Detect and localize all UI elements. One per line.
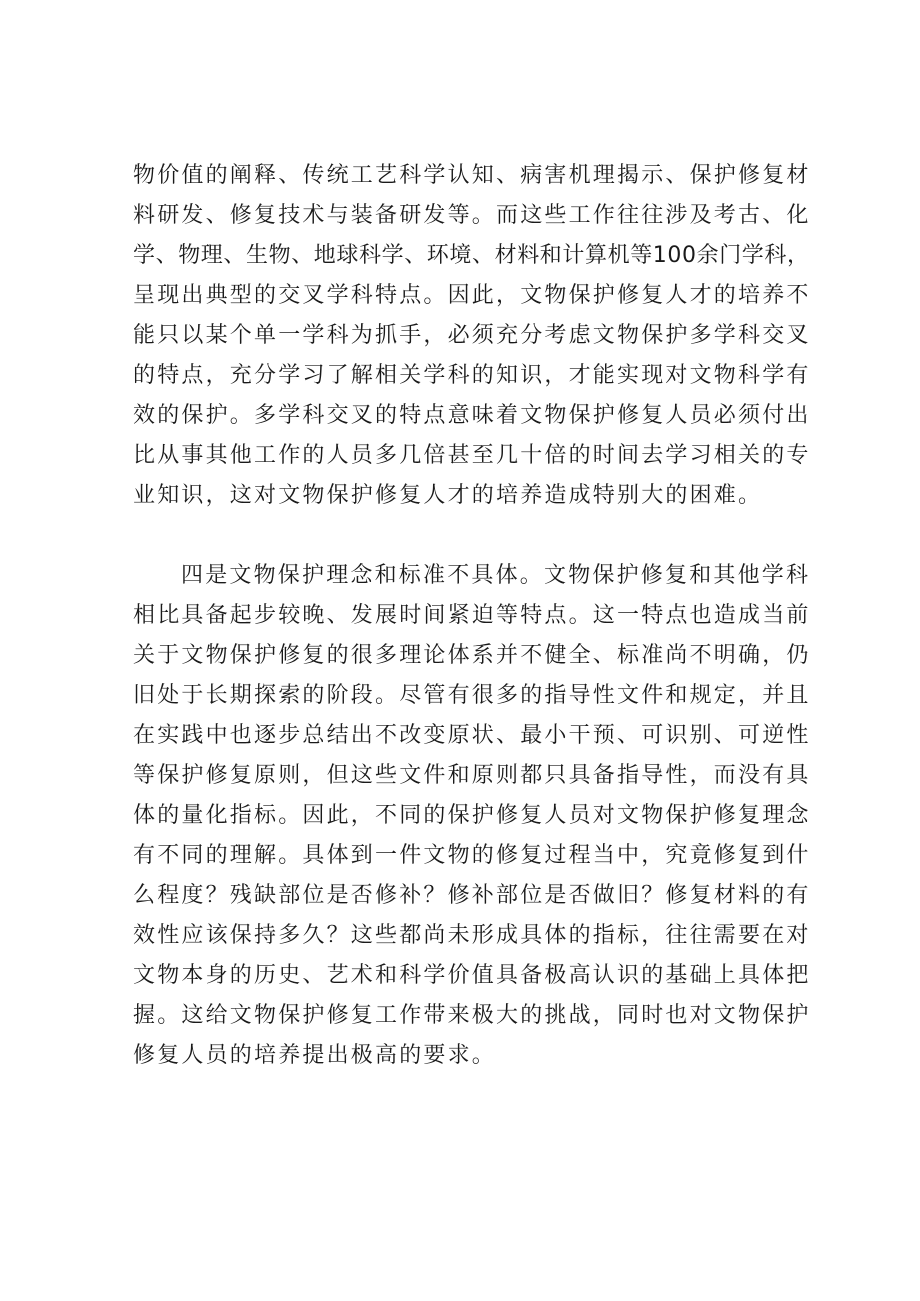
paragraph-2-line: 等保护修复原则，但这些文件和原则都只具备指导性，而没有具 <box>133 763 811 788</box>
paragraph-2-line: 握。这给文物保护修复工作带来极大的挑战，同时也对文物保护 <box>133 1003 811 1028</box>
paragraph-1-line: 学、物理、生物、地球科学、环境、材料和计算机等100余门学科， <box>133 243 810 268</box>
paragraph-2-line: 文物本身的历史、艺术和科学价值具备极高认识的基础上具体把 <box>133 963 811 988</box>
paragraph-2-line: 在实践中也逐步总结出不改变原状、最小干预、可识别、可逆性 <box>133 723 811 748</box>
paragraph-2-line: 有不同的理解。具体到一件文物的修复过程当中，究竟修复到什 <box>133 843 811 868</box>
paragraph-1-line: 能只以某个单一学科为抓手，必须充分考虑文物保护多学科交叉 <box>133 323 811 348</box>
paragraph-2-line: 体的量化指标。因此，不同的保护修复人员对文物保护修复理念 <box>133 803 811 828</box>
paragraph-2-line: 关于文物保护修复的很多理论体系并不健全、标准尚不明确，仍 <box>133 643 811 668</box>
paragraph-2-line: 效性应该保持多久？这些都尚未形成具体的指标，往往需要在对 <box>133 923 811 948</box>
paragraph-1-line: 比从事其他工作的人员多几倍甚至几十倍的时间去学习相关的专 <box>133 443 811 468</box>
paragraph-1-line: 物价值的阐释、传统工艺科学认知、病害机理揭示、保护修复材 <box>133 163 811 188</box>
paragraph-1-line: 的特点，充分学习了解相关学科的知识，才能实现对文物科学有 <box>133 363 811 388</box>
paragraph-2-line: 修复人员的培养提出极高的要求。 <box>133 1043 497 1068</box>
paragraph-2-line: 旧处于长期探索的阶段。尽管有很多的指导性文件和规定，并且 <box>133 683 811 708</box>
paragraph-1-line: 效的保护。多学科交叉的特点意味着文物保护修复人员必须付出 <box>133 403 811 428</box>
paragraph-1-line: 呈现出典型的交叉学科特点。因此，文物保护修复人才的培养不 <box>133 283 811 308</box>
paragraph-2-line: 么程度？残缺部位是否修补？修补部位是否做旧？修复材料的有 <box>133 883 811 908</box>
paragraph-1-line: 业知识，这对文物保护修复人才的培养造成特别大的困难。 <box>133 483 763 508</box>
paragraph-2-line: 四是文物保护理念和标准不具体。文物保护修复和其他学科 <box>181 563 811 588</box>
paragraph-2-line: 相比具备起步较晚、发展时间紧迫等特点。这一特点也造成当前 <box>133 603 811 628</box>
paragraph-1-line: 料研发、修复技术与装备研发等。而这些工作往往涉及考古、化 <box>133 203 811 228</box>
paragraph-2 <box>133 556 811 1076</box>
paragraph-1 <box>133 156 811 516</box>
